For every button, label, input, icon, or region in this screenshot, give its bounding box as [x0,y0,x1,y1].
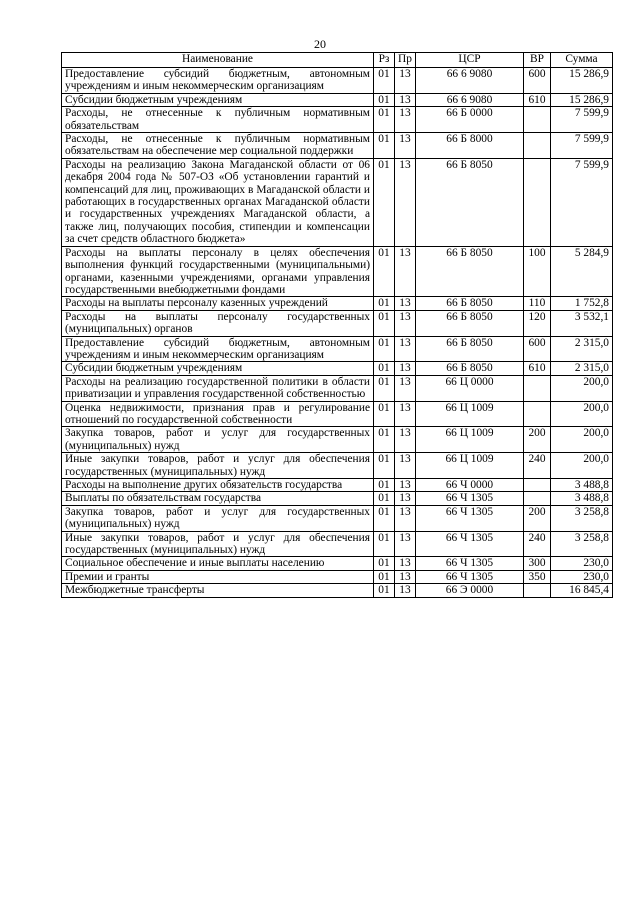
cell-vr: 240 [524,531,551,557]
cell-name: Субсидии бюджетным учреждениям [62,362,374,375]
cell-csr: 66 Э 0000 [416,584,524,597]
cell-rz: 01 [374,427,395,453]
header-name: Наименование [62,53,374,68]
cell-vr [524,492,551,505]
table-row [62,570,613,583]
cell-rz: 01 [374,492,395,505]
cell-name: Субсидии бюджетным учреждениям [62,93,374,106]
cell-rz: 01 [374,297,395,310]
cell-vr: 100 [524,246,551,297]
cell-sum: 200,0 [551,453,613,479]
cell-pr: 13 [395,362,416,375]
cell-pr: 13 [395,375,416,401]
cell-pr: 13 [395,336,416,362]
cell-csr: 66 Ц 1009 [416,453,524,479]
table-row [62,531,613,557]
cell-pr: 13 [395,158,416,246]
cell-csr: 66 Б 8050 [416,310,524,336]
budget-table [61,52,613,598]
cell-sum: 3 258,8 [551,531,613,557]
cell-sum: 7 599,9 [551,107,613,133]
cell-sum: 200,0 [551,427,613,453]
cell-sum: 2 315,0 [551,362,613,375]
cell-vr [524,133,551,159]
cell-csr: 66 Ц 0000 [416,375,524,401]
table-row [62,557,613,570]
cell-pr: 13 [395,297,416,310]
cell-name: Расходы на реализацию государственной политики в области приватизации и управления государственной собственностью [62,375,374,401]
cell-rz: 01 [374,505,395,531]
cell-pr: 13 [395,531,416,557]
cell-rz: 01 [374,375,395,401]
cell-pr: 13 [395,107,416,133]
cell-rz: 01 [374,557,395,570]
cell-rz: 01 [374,107,395,133]
cell-sum: 200,0 [551,375,613,401]
cell-rz: 01 [374,453,395,479]
cell-pr: 13 [395,584,416,597]
cell-name: Расходы на реализацию Закона Магаданской области от 06 декабря 2004 года № 507-ОЗ «Об установлении гарантий и компенсаций для лиц, проживающих в Магаданской области и работающих в государственных органах Магаданской области и государственных учреждениях Магаданской области, а также лиц, получающих пособия, стипендии и компенсации за счет средств областного бюджета» [62,158,374,246]
cell-vr: 600 [524,336,551,362]
cell-name: Закупка товаров, работ и услуг для государственных (муниципальных) нужд [62,427,374,453]
cell-rz: 01 [374,246,395,297]
cell-sum: 230,0 [551,570,613,583]
cell-name: Расходы на выплаты персоналу казенных учреждений [62,297,374,310]
table-row [62,375,613,401]
cell-sum: 15 286,9 [551,93,613,106]
cell-csr: 66 Ц 1009 [416,427,524,453]
cell-name: Предоставление субсидий бюджетным, автономным учреждениям и иным некоммерческим организациям [62,336,374,362]
cell-pr: 13 [395,557,416,570]
cell-pr: 13 [395,93,416,106]
cell-rz: 01 [374,362,395,375]
header-sum: Сумма [551,53,613,68]
cell-sum: 200,0 [551,401,613,427]
cell-sum: 1 752,8 [551,297,613,310]
table-row [62,479,613,492]
cell-csr: 66 Ч 1305 [416,557,524,570]
cell-name: Расходы на выполнение других обязательств государства [62,479,374,492]
cell-pr: 13 [395,570,416,583]
cell-sum: 7 599,9 [551,158,613,246]
cell-rz: 01 [374,310,395,336]
table-row [62,492,613,505]
cell-pr: 13 [395,492,416,505]
table-row [62,133,613,159]
table-row [62,362,613,375]
table-row [62,401,613,427]
table-row [62,505,613,531]
cell-pr: 13 [395,133,416,159]
table-row [62,68,613,94]
cell-name: Закупка товаров, работ и услуг для государственных (муниципальных) нужд [62,505,374,531]
cell-name: Иные закупки товаров, работ и услуг для обеспечения государственных (муниципальных) нужд [62,453,374,479]
header-pr: Пр [395,53,416,68]
cell-csr: 66 6 9080 [416,68,524,94]
cell-csr: 66 6 9080 [416,93,524,106]
cell-csr: 66 Ч 0000 [416,479,524,492]
cell-rz: 01 [374,584,395,597]
table-row [62,297,613,310]
table-row [62,310,613,336]
cell-name: Выплаты по обязательствам государства [62,492,374,505]
cell-csr: 66 Ч 1305 [416,492,524,505]
cell-csr: 66 Ч 1305 [416,505,524,531]
cell-rz: 01 [374,479,395,492]
cell-vr: 350 [524,570,551,583]
cell-csr: 66 Б 8050 [416,362,524,375]
cell-sum: 5 284,9 [551,246,613,297]
cell-name: Оценка недвижимости, признания прав и регулирование отношений по государственной собственности [62,401,374,427]
cell-pr: 13 [395,246,416,297]
cell-rz: 01 [374,401,395,427]
cell-name: Предоставление субсидий бюджетным, автономным учреждениям и иным некоммерческим организациям [62,68,374,94]
cell-pr: 13 [395,427,416,453]
cell-pr: 13 [395,310,416,336]
cell-csr: 66 Ц 1009 [416,401,524,427]
cell-csr: 66 Ч 1305 [416,531,524,557]
header-vr: ВР [524,53,551,68]
cell-rz: 01 [374,570,395,583]
cell-rz: 01 [374,133,395,159]
cell-sum: 16 845,4 [551,584,613,597]
cell-csr: 66 Б 8050 [416,158,524,246]
cell-vr [524,479,551,492]
cell-vr: 200 [524,505,551,531]
table-row [62,246,613,297]
cell-rz: 01 [374,531,395,557]
cell-csr: 66 Б 8050 [416,297,524,310]
cell-vr: 120 [524,310,551,336]
cell-vr [524,401,551,427]
cell-pr: 13 [395,68,416,94]
page-number: 20 [314,37,326,51]
cell-pr: 13 [395,479,416,492]
cell-vr [524,158,551,246]
cell-name: Расходы, не отнесенные к публичным нормативным обязательствам на обеспечение мер социальной поддержки [62,133,374,159]
cell-sum: 3 488,8 [551,479,613,492]
cell-csr: 66 Б 8000 [416,133,524,159]
cell-name: Социальное обеспечение и иные выплаты населению [62,557,374,570]
cell-name: Иные закупки товаров, работ и услуг для обеспечения государственных (муниципальных) нужд [62,531,374,557]
cell-vr: 300 [524,557,551,570]
table-row [62,427,613,453]
cell-sum: 3 532,1 [551,310,613,336]
table-row [62,336,613,362]
cell-rz: 01 [374,93,395,106]
cell-csr: 66 Б 8050 [416,336,524,362]
cell-sum: 3 258,8 [551,505,613,531]
cell-vr: 110 [524,297,551,310]
table-row [62,158,613,246]
cell-vr: 240 [524,453,551,479]
cell-name: Межбюджетные трансферты [62,584,374,597]
cell-vr [524,375,551,401]
cell-rz: 01 [374,158,395,246]
table-row [62,584,613,597]
cell-name: Расходы, не отнесенные к публичным нормативным обязательствам [62,107,374,133]
cell-csr: 66 Б 0000 [416,107,524,133]
cell-sum: 7 599,9 [551,133,613,159]
cell-rz: 01 [374,336,395,362]
cell-sum: 3 488,8 [551,492,613,505]
cell-pr: 13 [395,453,416,479]
cell-sum: 2 315,0 [551,336,613,362]
cell-name: Расходы на выплаты персоналу государственных (муниципальных) органов [62,310,374,336]
cell-pr: 13 [395,505,416,531]
cell-csr: 66 Б 8050 [416,246,524,297]
cell-name: Премии и гранты [62,570,374,583]
header-csr: ЦСР [416,53,524,68]
cell-rz: 01 [374,68,395,94]
table-row [62,453,613,479]
table-header-row [62,53,613,68]
cell-vr [524,584,551,597]
cell-vr: 200 [524,427,551,453]
table-row [62,107,613,133]
cell-csr: 66 Ч 1305 [416,570,524,583]
cell-pr: 13 [395,401,416,427]
table-row [62,93,613,106]
cell-vr: 610 [524,362,551,375]
cell-sum: 230,0 [551,557,613,570]
header-rz: Рз [374,53,395,68]
cell-name: Расходы на выплаты персоналу в целях обеспечения выполнения функций государственными (муниципальными) органами, казенными учреждениями, органами управления государственными внебюджетными фондами [62,246,374,297]
cell-vr: 610 [524,93,551,106]
cell-vr [524,107,551,133]
cell-vr: 600 [524,68,551,94]
cell-sum: 15 286,9 [551,68,613,94]
